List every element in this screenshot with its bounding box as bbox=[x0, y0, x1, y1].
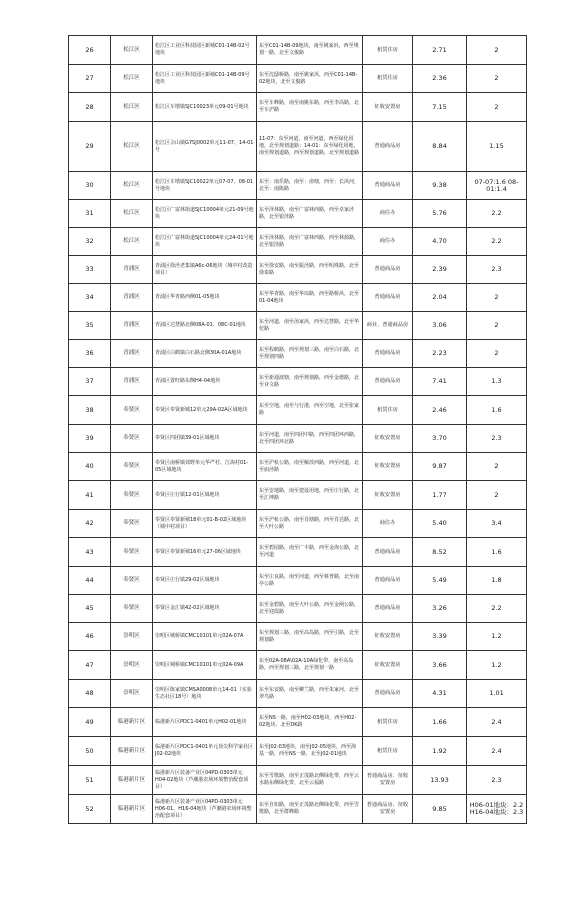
parcel-name-cell: 奉贤区奉贤新城18单元01-B-02区域地块（城中村项目） bbox=[153, 510, 257, 538]
plot-ratio-cell: 2 bbox=[467, 481, 527, 510]
area-cell: 7.15 bbox=[413, 93, 467, 122]
boundary-cell: 东至雪歌路，南至正茂路北侧绿化带，西至云水路东侧绿化带，北至云福路 bbox=[257, 766, 363, 795]
land-use-cell: 普通商品房 bbox=[363, 538, 413, 567]
row-number: 51 bbox=[69, 766, 111, 795]
district-cell: 松江区 bbox=[111, 65, 153, 93]
parcel-name-cell: 松江区工业区科技园区新城C01-14B-09号地块 bbox=[153, 65, 257, 93]
plot-ratio-cell: 1.2 bbox=[467, 651, 527, 680]
area-cell: 7.41 bbox=[413, 368, 467, 396]
boundary-cell: 东至车峰路，南至南姚东路，西至李高路，北至车沪路 bbox=[257, 93, 363, 122]
table-row bbox=[69, 122, 527, 172]
plot-ratio-cell: 2 bbox=[467, 453, 527, 481]
area-cell: 2.46 bbox=[413, 396, 467, 425]
row-number: 40 bbox=[69, 453, 111, 481]
land-use-cell: 普通商品房 bbox=[363, 284, 413, 312]
area-cell: 2.71 bbox=[413, 36, 467, 65]
area-cell: 9.38 bbox=[413, 172, 467, 200]
plot-ratio-cell: 2.3 bbox=[467, 256, 527, 284]
district-cell: 奉贤区 bbox=[111, 425, 153, 453]
parcel-name-cell: 奉贤区奉贤新城16单元27-06区域地块 bbox=[153, 538, 257, 567]
table-row bbox=[69, 200, 527, 228]
district-cell: 临港新片区 bbox=[111, 737, 153, 766]
area-cell: 1.77 bbox=[413, 481, 467, 510]
table-row bbox=[69, 396, 527, 425]
parcel-name-cell: 奉贤区庄行镇12-01区域地块 bbox=[153, 481, 257, 510]
land-use-cell: 普通商品房 bbox=[363, 340, 413, 368]
boundary-cell: 东至华青路，南至华琮路，西至路桥浜，北至01-04地块 bbox=[257, 284, 363, 312]
row-number: 35 bbox=[69, 312, 111, 340]
area-cell: 5.76 bbox=[413, 200, 467, 228]
row-number: 27 bbox=[69, 65, 111, 93]
row-number: 36 bbox=[69, 340, 111, 368]
table-row bbox=[69, 172, 527, 200]
parcel-name-cell: 崇明区城桥镇CMC10101单元02A-09A bbox=[153, 651, 257, 680]
plot-ratio-cell: 1.01 bbox=[467, 680, 527, 708]
land-use-cell: 商住办 bbox=[363, 228, 413, 256]
boundary-cell: 东至碧园路，南至广丰路，西至金海公路，北至河道 bbox=[257, 538, 363, 567]
district-cell: 青浦区 bbox=[111, 312, 153, 340]
plot-ratio-cell: H06-01地块：2.2 H16-04地块：2.3 bbox=[467, 795, 527, 824]
table-row bbox=[69, 623, 527, 651]
land-use-cell: 征收安置房 bbox=[363, 93, 413, 122]
parcel-name-cell: 青浦区置旺路东侧H4-04地块 bbox=[153, 368, 257, 396]
land-use-cell: 租赁住房 bbox=[363, 708, 413, 737]
district-cell: 松江区 bbox=[111, 36, 153, 65]
boundary-cell: 东至沪杭公路，南至肖塘路，西至肖达路，北至大叶公路 bbox=[257, 510, 363, 538]
plot-ratio-cell: 1.15 bbox=[467, 122, 527, 172]
district-cell: 青浦区 bbox=[111, 368, 153, 396]
boundary-cell: 东至泽林路，南至广富林西路，西至卓家泾路，北至银泽路 bbox=[257, 200, 363, 228]
area-cell: 2.23 bbox=[413, 340, 467, 368]
table-row bbox=[69, 228, 527, 256]
district-cell: 临港新片区 bbox=[111, 795, 153, 824]
plot-ratio-cell: 2 bbox=[467, 93, 527, 122]
row-number: 52 bbox=[69, 795, 111, 824]
row-number: 46 bbox=[69, 623, 111, 651]
parcel-name-cell: 崇明区陈家镇CMSA0008单元14-01（实验生态社区18号）地块 bbox=[153, 680, 257, 708]
land-use-cell: 征收安置房 bbox=[363, 453, 413, 481]
parcel-name-cell: 崇明区城桥镇CMC10101单元02A-07A bbox=[153, 623, 257, 651]
plot-ratio-cell: 1.6 bbox=[467, 538, 527, 567]
parcel-name-cell: 松江区车墩镇SJC10023单元09-01号地块 bbox=[153, 93, 257, 122]
data-table bbox=[68, 35, 527, 824]
row-number: 48 bbox=[69, 680, 111, 708]
parcel-name-cell: 临港新片区装备产业区04PD-0303单元H04-02地块（芦潮港农场环境整治配套项目） bbox=[153, 766, 257, 795]
area-cell: 3.39 bbox=[413, 623, 467, 651]
boundary-cell: 东至东安路，南至柳兰路，西至朱家河，北至翠鸟路 bbox=[257, 680, 363, 708]
plot-ratio-cell: 2.2 bbox=[467, 595, 527, 623]
table-row bbox=[69, 795, 527, 824]
table-row bbox=[69, 340, 527, 368]
area-cell: 1.66 bbox=[413, 708, 467, 737]
row-number: 43 bbox=[69, 538, 111, 567]
boundary-cell: 东至沪杭公路，南至解放西路，西至河道，北至庙泾路 bbox=[257, 453, 363, 481]
area-cell: 8.52 bbox=[413, 538, 467, 567]
plot-ratio-cell: 2.4 bbox=[467, 737, 527, 766]
table-row bbox=[69, 766, 527, 795]
parcel-name-cell: 松江区广富林街道SJC10004单元24-01号地块 bbox=[153, 228, 257, 256]
boundary-cell: 东至庄良路，南至河道，西至蔡普路，北至南亭公路 bbox=[257, 567, 363, 595]
district-cell: 奉贤区 bbox=[111, 595, 153, 623]
parcel-name-cell: 青浦区达慧路北侧08A-01、08C-01地块 bbox=[153, 312, 257, 340]
land-use-cell: 普通商品房、征收安置房 bbox=[363, 795, 413, 824]
boundary-cell: 11-07：东至河道，南至河道，西至绿化用地，北至规划道路；14-01：东至绿化用地，南至规划道路，西至规划道路，北至规划道路 bbox=[257, 122, 363, 172]
district-cell: 青浦区 bbox=[111, 284, 153, 312]
plot-ratio-cell: 2.2 bbox=[467, 228, 527, 256]
district-cell: 崇明区 bbox=[111, 651, 153, 680]
district-cell: 奉贤区 bbox=[111, 396, 153, 425]
land-parcel-table bbox=[68, 35, 526, 824]
area-cell: 3.06 bbox=[413, 312, 467, 340]
plot-ratio-cell: 2.4 bbox=[467, 708, 527, 737]
parcel-name-cell: 临港新片区PDC1-0401单元顶尖科学家社区J02-02地块 bbox=[153, 737, 257, 766]
land-use-cell: 征收安置房 bbox=[363, 623, 413, 651]
district-cell: 奉贤区 bbox=[111, 453, 153, 481]
land-use-cell: 普通商品房 bbox=[363, 595, 413, 623]
land-use-cell: 商住办 bbox=[363, 200, 413, 228]
plot-ratio-cell: 2 bbox=[467, 284, 527, 312]
district-cell: 青浦区 bbox=[111, 256, 153, 284]
plot-ratio-cell: 2.2 bbox=[467, 200, 527, 228]
table-row bbox=[69, 425, 527, 453]
land-use-cell: 普通商品房 bbox=[363, 122, 413, 172]
area-cell: 13.93 bbox=[413, 766, 467, 795]
plot-ratio-cell: 2.3 bbox=[467, 766, 527, 795]
area-cell: 9.85 bbox=[413, 795, 467, 824]
land-use-cell: 普通商品房 bbox=[363, 567, 413, 595]
row-number: 42 bbox=[69, 510, 111, 538]
boundary-cell: 东至自如路，南至正茂路北侧绿化带，西至雪歌路，北至群峰路 bbox=[257, 795, 363, 824]
area-cell: 5.49 bbox=[413, 567, 467, 595]
district-cell: 松江区 bbox=[111, 200, 153, 228]
boundary-cell: 东至河道，南至汤家浜，西至达慧路，北至华佗路 bbox=[257, 312, 363, 340]
parcel-name-cell: 松江区佘山镇G7SJ0002单元11-07、14-01号 bbox=[153, 122, 257, 172]
boundary-cell: 东至空地，南至与行港，西至空地，北至张家路 bbox=[257, 396, 363, 425]
land-use-cell: 征收安置房 bbox=[363, 425, 413, 453]
parcel-name-cell: 奉贤区南桥镇郊野单元华严村、江海村01-05区域地块 bbox=[153, 453, 257, 481]
row-number: 39 bbox=[69, 425, 111, 453]
boundary-cell: 东至沈邸桥路，南至姚家浜，西至C01-14B-02地块，北至文俊路 bbox=[257, 65, 363, 93]
parcel-name-cell: 青浦区白鹤镇白石路北侧30A-01A地块 bbox=[153, 340, 257, 368]
plot-ratio-cell: 2 bbox=[467, 36, 527, 65]
parcel-name-cell: 青浦区华青路西侧01-05地块 bbox=[153, 284, 257, 312]
boundary-cell: 东至J02-03地块，南至J02-05地块，西至海基一路，西至NS一路，北至J02-01地块 bbox=[257, 737, 363, 766]
land-use-cell: 征收安置房 bbox=[363, 481, 413, 510]
parcel-name-cell: 奉贤区四团镇39-01区域地块 bbox=[153, 425, 257, 453]
district-cell: 奉贤区 bbox=[111, 481, 153, 510]
table-row bbox=[69, 65, 527, 93]
boundary-cell: 东至NS一路，南至H02-03地块，西至H02-02地块，北至DK路 bbox=[257, 708, 363, 737]
boundary-cell: 东至徐安路，南至振泾路，西至明珠路，北至徐泰路 bbox=[257, 256, 363, 284]
area-cell: 3.26 bbox=[413, 595, 467, 623]
row-number: 38 bbox=[69, 396, 111, 425]
land-use-cell: 租赁住房 bbox=[363, 65, 413, 93]
district-cell: 松江区 bbox=[111, 228, 153, 256]
parcel-name-cell: 松江区工业区科技园区新城C01-14B-02号地块 bbox=[153, 36, 257, 65]
area-cell: 9.87 bbox=[413, 453, 467, 481]
boundary-cell: 东至规划三路，南至高岛路，西至引路，北至规划路 bbox=[257, 623, 363, 651]
district-cell: 松江区 bbox=[111, 122, 153, 172]
row-number: 26 bbox=[69, 36, 111, 65]
district-cell: 青浦区 bbox=[111, 340, 153, 368]
table-row bbox=[69, 312, 527, 340]
land-use-cell: 租赁住房 bbox=[363, 396, 413, 425]
row-number: 44 bbox=[69, 567, 111, 595]
row-number: 31 bbox=[69, 200, 111, 228]
area-cell: 4.31 bbox=[413, 680, 467, 708]
table-row bbox=[69, 567, 527, 595]
plot-ratio-cell: 2 bbox=[467, 65, 527, 93]
district-cell: 松江区 bbox=[111, 93, 153, 122]
plot-ratio-cell: 1.2 bbox=[467, 623, 527, 651]
parcel-name-cell: 青浦区徐泾老集镇A6c-06地块（城中村改造项目） bbox=[153, 256, 257, 284]
row-number: 34 bbox=[69, 284, 111, 312]
land-use-cell: 普通商品房 bbox=[363, 680, 413, 708]
land-use-cell: 普通商品房 bbox=[363, 256, 413, 284]
district-cell: 崇明区 bbox=[111, 680, 153, 708]
parcel-name-cell: 奉贤区金汇镇42-02区域地块 bbox=[153, 595, 257, 623]
boundary-cell: 东至泽林路，南至广富林西路，西至林源路，北至银泽路 bbox=[257, 228, 363, 256]
district-cell: 松江区 bbox=[111, 172, 153, 200]
land-use-cell: 商住办 bbox=[363, 510, 413, 538]
district-cell: 奉贤区 bbox=[111, 538, 153, 567]
land-use-cell: 普通商品房 bbox=[363, 368, 413, 396]
plot-ratio-cell: 3.4 bbox=[467, 510, 527, 538]
land-use-cell: 征收安置房 bbox=[363, 651, 413, 680]
area-cell: 2.36 bbox=[413, 65, 467, 93]
table-row bbox=[69, 453, 527, 481]
land-use-cell: 租赁住房 bbox=[363, 36, 413, 65]
row-number: 45 bbox=[69, 595, 111, 623]
land-use-cell: 商业、普通商品房 bbox=[363, 312, 413, 340]
table-row bbox=[69, 680, 527, 708]
land-use-cell: 普通商品房 bbox=[363, 172, 413, 200]
boundary-cell: 东至程鹤路，西至规划三路，南至白石路，北至规划四路 bbox=[257, 340, 363, 368]
table-row bbox=[69, 284, 527, 312]
district-cell: 临港新片区 bbox=[111, 708, 153, 737]
table-row bbox=[69, 708, 527, 737]
row-number: 33 bbox=[69, 256, 111, 284]
district-cell: 奉贤区 bbox=[111, 567, 153, 595]
row-number: 32 bbox=[69, 228, 111, 256]
district-cell: 崇明区 bbox=[111, 623, 153, 651]
plot-ratio-cell: 2.3 bbox=[467, 425, 527, 453]
table-row bbox=[69, 510, 527, 538]
land-use-cell: 租赁住房 bbox=[363, 737, 413, 766]
area-cell: 5.40 bbox=[413, 510, 467, 538]
row-number: 28 bbox=[69, 93, 111, 122]
area-cell: 3.70 bbox=[413, 425, 467, 453]
row-number: 29 bbox=[69, 122, 111, 172]
parcel-name-cell: 松江区广富林街道SJC10004单元21-09号地块 bbox=[153, 200, 257, 228]
boundary-cell: 东至安地路，南至建设用地，西至庄行路，北至汇坤路 bbox=[257, 481, 363, 510]
table-row bbox=[69, 36, 527, 65]
table-row bbox=[69, 93, 527, 122]
boundary-cell: 东至新通波塘，南至规划路，西至金德路，北至业文路 bbox=[257, 368, 363, 396]
area-cell: 1.92 bbox=[413, 737, 467, 766]
land-use-cell: 普通商品房、征收安置房 bbox=[363, 766, 413, 795]
area-cell: 2.39 bbox=[413, 256, 467, 284]
table-row bbox=[69, 481, 527, 510]
parcel-name-cell: 临港新片区装备产业区04PD-0303单元H06-01、H16-04地块（芦潮港农场环境整治配套项目） bbox=[153, 795, 257, 824]
parcel-name-cell: 临港新片区PDC1-0401单元H02-01地块 bbox=[153, 708, 257, 737]
row-number: 49 bbox=[69, 708, 111, 737]
plot-ratio-cell: 07-07:1.6 08-01:1.4 bbox=[467, 172, 527, 200]
row-number: 37 bbox=[69, 368, 111, 396]
plot-ratio-cell: 2 bbox=[467, 312, 527, 340]
district-cell: 奉贤区 bbox=[111, 510, 153, 538]
table-row bbox=[69, 538, 527, 567]
boundary-cell: 东至02A-08A\02A-10A绿化带，南至高岛路，西至规划三路，北至规划一路 bbox=[257, 651, 363, 680]
table-row bbox=[69, 256, 527, 284]
district-cell: 临港新片区 bbox=[111, 766, 153, 795]
parcel-name-cell: 奉贤区奉贤新城12单元29A-02A区域地块 bbox=[153, 396, 257, 425]
plot-ratio-cell: 2 bbox=[467, 340, 527, 368]
plot-ratio-cell: 1.3 bbox=[467, 368, 527, 396]
table-row bbox=[69, 595, 527, 623]
area-cell: 3.66 bbox=[413, 651, 467, 680]
boundary-cell: 东至C01-14B-09地块，南至姚家浜，西至规划一路，北至文俊路 bbox=[257, 36, 363, 65]
table-row bbox=[69, 737, 527, 766]
row-number: 30 bbox=[69, 172, 111, 200]
plot-ratio-cell: 1.8 bbox=[467, 567, 527, 595]
area-cell: 4.70 bbox=[413, 228, 467, 256]
parcel-name-cell: 奉贤区庄行镇29-02区域地块 bbox=[153, 567, 257, 595]
area-cell: 2.04 bbox=[413, 284, 467, 312]
plot-ratio-cell: 1.6 bbox=[467, 396, 527, 425]
row-number: 41 bbox=[69, 481, 111, 510]
boundary-cell: 东至河道，南至四团中路，西至四团环西路，北至四团环北路 bbox=[257, 425, 363, 453]
table-row bbox=[69, 651, 527, 680]
table-row bbox=[69, 368, 527, 396]
boundary-cell: 东至金碧路，南至大叶公路，西至金闸公路，北至迎霞路 bbox=[257, 595, 363, 623]
row-number: 50 bbox=[69, 737, 111, 766]
row-number: 47 bbox=[69, 651, 111, 680]
area-cell: 8.84 bbox=[413, 122, 467, 172]
parcel-name-cell: 松江区车墩镇SJC10022单元07-07、08-01号地块 bbox=[153, 172, 257, 200]
boundary-cell: 东至：南乐路，南至：俞塘，西至：长浜河，北至：南陈路 bbox=[257, 172, 363, 200]
